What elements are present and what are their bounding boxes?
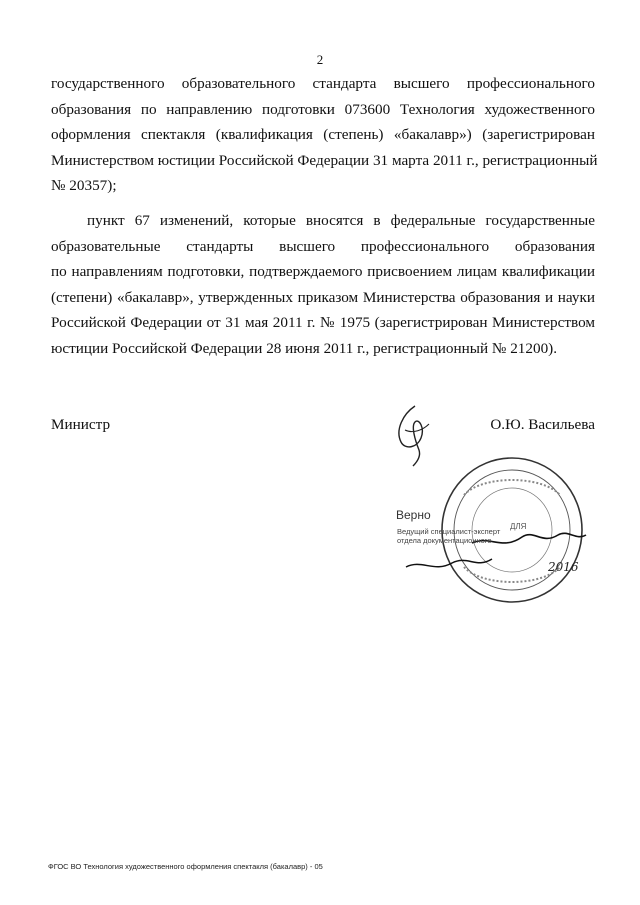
paragraph-line: образовательные стандарты высшего профессионального образования <box>51 237 595 255</box>
paragraph-2 <box>51 208 595 361</box>
svg-text:ДЛЯ: ДЛЯ <box>510 522 527 531</box>
paragraph-line: Российской Федерации от 31 мая 2011 г. № 1975 (зарегистрирован Министерством <box>51 314 595 331</box>
paragraph-line: пункт 67 изменений, которые вносятся в федеральные государственные <box>87 212 595 229</box>
paragraph-line: юстиции Российской Федерации 28 июня 2011 г., регистрационный № 21200). <box>51 339 558 357</box>
paragraph-line: государственного образовательного стандарта высшего профессионального <box>51 75 595 92</box>
signer-name: О.Ю. Васильева <box>490 416 595 433</box>
document-footer: ФГОС ВО Технология художественного оформления спектакля (бакалавр) - 05 <box>48 862 323 871</box>
page-number: 2 <box>316 52 324 67</box>
certification-mark: Верно <box>396 508 431 522</box>
paragraph-line: по направлениям подготовки, подтверждаемого присвоением лицам квалификации <box>51 263 595 280</box>
certifier-title: Ведущий специалист-эксперт отдела документационного <box>397 527 501 545</box>
paragraph-1 <box>51 71 598 199</box>
paragraph-line: образования по направлению подготовки 073600 Технология художественного <box>51 100 595 118</box>
paragraph-line: Министерством юстиции Российской Федерации 31 марта 2011 г., регистрационный <box>51 151 598 169</box>
paragraph-line: (степени) «бакалавр», утвержденных приказом Министерства образования и науки <box>51 288 595 306</box>
signer-position: Министр <box>51 416 111 433</box>
svg-text:2016: 2016 <box>548 560 579 574</box>
paragraph-line: № 20357); <box>51 177 117 194</box>
paragraph-line: оформления спектакля (квалификация (степень) «бакалавр») (зарегистрирован <box>51 126 595 143</box>
